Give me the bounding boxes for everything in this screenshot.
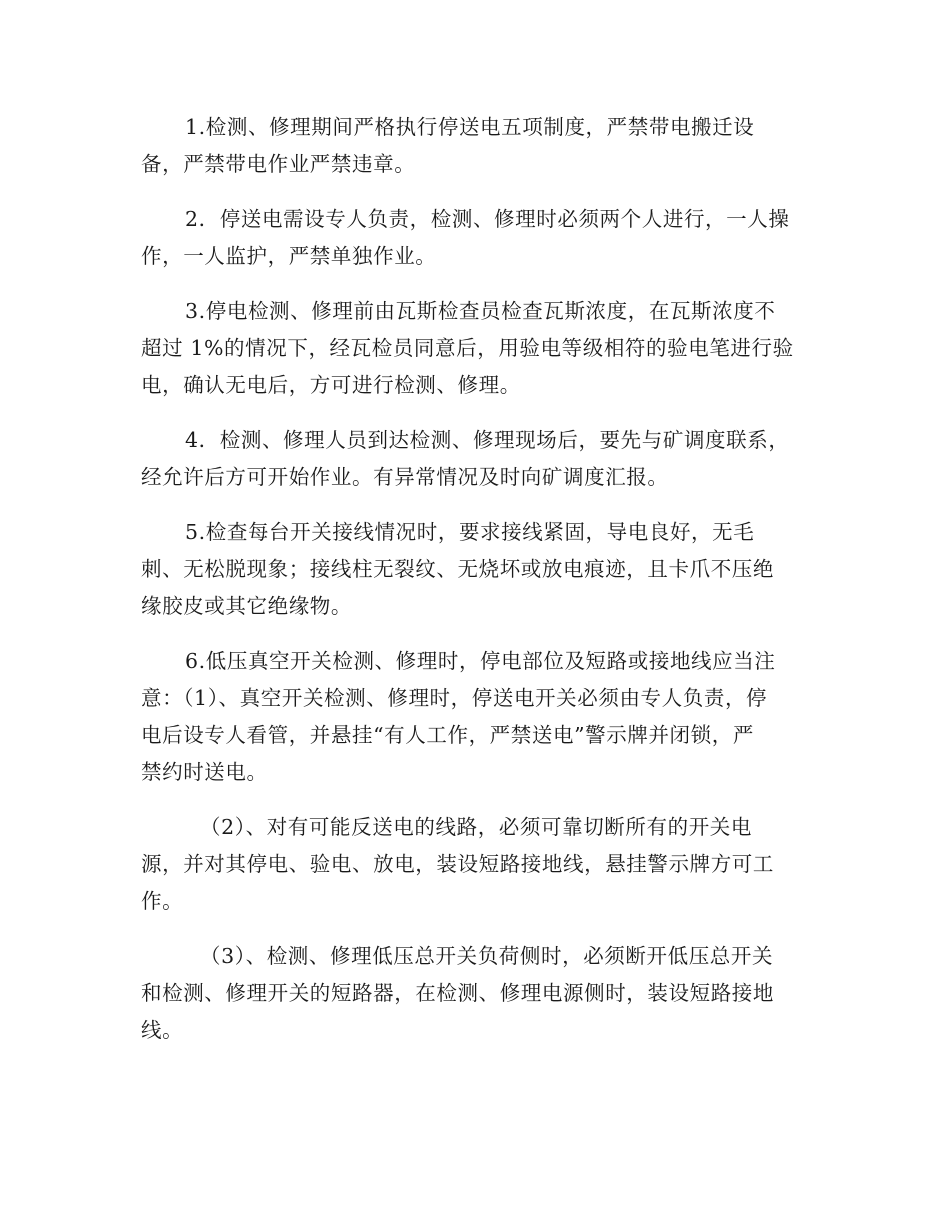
paragraph-4-line-1: 4．检测、修理人员到达检测、修理现场后，要先与矿调度联系， — [185, 428, 790, 452]
paragraph-5-line-3: 缘胶皮或其它绝缘物。 — [141, 594, 352, 618]
paragraph-3-line-3: 电，确认无电后，方可进行检测、修理。 — [141, 373, 521, 397]
paragraph-1-line-1: 1.检测、修理期间严格执行停送电五项制度，严禁带电搬迁设 — [185, 115, 755, 139]
paragraph-6-line-1: 6.低压真空开关检测、修理时，停电部位及短路或接地线应当注 — [185, 649, 776, 673]
paragraph-7-line-3: 作。 — [141, 889, 184, 913]
paragraph-6-line-4: 禁约时送电。 — [141, 760, 268, 784]
paragraph-8-line-3: 线。 — [141, 1018, 184, 1042]
paragraph-6-line-3: 电后设专人看管，并悬挂“有人工作，严禁送电”警示牌并闭锁，严 — [141, 723, 754, 747]
paragraph-4-line-2: 经允许后方可开始作业。有异常情况及时向矿调度汇报。 — [141, 465, 669, 489]
paragraph-3-line-1: 3.停电检测、修理前由瓦斯检查员检查瓦斯浓度，在瓦斯浓度不 — [185, 299, 776, 323]
paragraph-7-line-1: （2）、对有可能反送电的线路，必须可靠切断所有的开关电 — [200, 815, 752, 839]
paragraph-8-line-2: 和检测、修理开关的短路器，在检测、修理电源侧时，装设短路接地 — [141, 981, 774, 1005]
paragraph-1-line-2: 备，严禁带电作业严禁违章。 — [141, 152, 416, 176]
paragraph-6-line-2: 意：（1）、真空开关检测、修理时，停送电开关必须由专人负责，停 — [141, 686, 768, 710]
paragraph-2-line-1: 2．停送电需设专人负责，检测、修理时必须两个人进行，一人操 — [185, 207, 790, 231]
paragraph-3-line-2: 超过 1%的情况下，经瓦检员同意后，用验电等级相符的验电笔进行验 — [141, 336, 794, 360]
paragraph-5-line-1: 5.检查每台开关接线情况时，要求接线紧固，导电良好，无毛 — [185, 520, 755, 544]
paragraph-2-line-2: 作，一人监护，严禁单独作业。 — [141, 244, 437, 268]
paragraph-5-line-2: 刺、无松脱现象；接线柱无裂纹、无烧坏或放电痕迹，且卡爪不压绝 — [141, 557, 774, 581]
paragraph-7-line-2: 源，并对其停电、验电、放电，装设短路接地线，悬挂警示牌方可工 — [141, 852, 774, 876]
paragraph-8-line-1: （3）、检测、修理低压总开关负荷侧时，必须断开低压总开关 — [200, 944, 774, 968]
